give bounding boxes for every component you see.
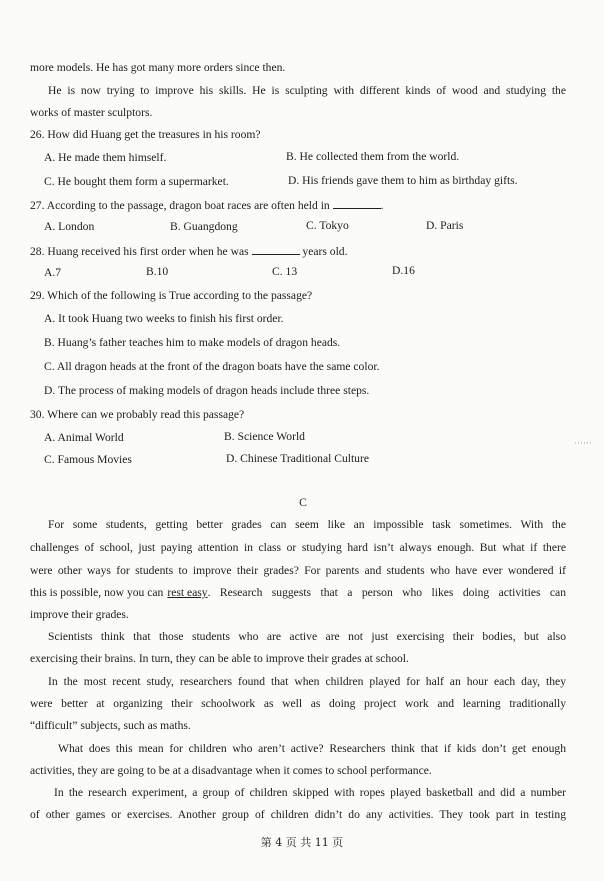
section-heading: C (299, 496, 307, 509)
question-stem: 29. Which of the following is True according to the passage? (30, 289, 313, 302)
answer-blank (252, 243, 300, 255)
paragraph-line: of other games or exercises. Another group of children didn’t do any activities. They took part in testing (30, 808, 566, 821)
option-text: A. Animal World (44, 431, 124, 444)
option-text: B. He collected them from the world. (286, 150, 460, 163)
paragraph-line: “difficult” subjects, such as maths. (30, 719, 191, 732)
paragraph-line: In the research experiment, a group of children skipped with ropes played basketball and did a number (54, 786, 566, 799)
question-stem (30, 197, 384, 213)
passage-b-line: more models. He has got many more orders since then. (30, 61, 286, 74)
question-stem: 26. How did Huang get the treasures in his room? (30, 128, 261, 141)
option-text: A. London (44, 220, 95, 233)
question-stem-text: . (380, 199, 384, 212)
paragraph-text: this is possible, now you can (30, 586, 164, 599)
paragraph-text: . Research suggests that a person who likes doing activities can (207, 586, 566, 599)
question-stem-text: 28. Huang received his first order when he was (30, 245, 249, 258)
option-text: C. He bought them form a supermarket. (44, 175, 229, 188)
option-text: C. All dragon heads at the front of the dragon boats have the same color. (44, 360, 380, 373)
option-text: B.10 (146, 265, 169, 278)
paragraph-line: What does this mean for children who aren’t active? Researchers think that if kids don’t get enough (58, 742, 566, 755)
option-text: A.7 (44, 266, 62, 279)
option-text: B. Guangdong (170, 220, 238, 233)
question-stem (30, 243, 348, 259)
option-text: D. His friends gave them to him as birthday gifts. (288, 174, 518, 187)
answer-blank (333, 197, 381, 209)
paragraph-line: Scientists think that those students who are active are not just exercising their bodies, but also (48, 630, 566, 643)
question-stem: 30. Where can we probably read this passage? (30, 408, 245, 421)
option-text: C. 13 (272, 265, 298, 278)
paragraph-line: were better at organizing their schoolwork as well as doing project work and learning traditionally (30, 697, 566, 710)
paragraph-line (30, 586, 566, 600)
option-text: D.16 (392, 264, 415, 277)
page-number: 第 4 页 共 11 页 (260, 836, 344, 849)
paragraph-line: exercising their brains. In turn, they can be able to improve their grades at school. (30, 652, 409, 665)
paragraph-line: activities, they are going to be at a disadvantage when it comes to school performance. (30, 764, 432, 777)
question-stem-text: years old. (302, 245, 348, 258)
option-text: D. The process of making models of dragon heads include three steps. (44, 384, 370, 397)
option-text: A. He made them himself. (44, 151, 167, 164)
paragraph-line: challenges of school, just paying attention in class or studying hard isn’t always enough. But what if there (30, 541, 566, 554)
option-text: D. Chinese Traditional Culture (226, 452, 369, 465)
option-text: B. Science World (224, 430, 305, 443)
paragraph-line: For some students, getting better grades can seem like an impossible task sometimes. With the (48, 518, 566, 531)
paragraph-line: improve their grades. (30, 608, 129, 621)
passage-b-line: works of master sculptors. (30, 106, 153, 119)
option-text: C. Tokyo (306, 219, 349, 232)
option-text: B. Huang’s father teaches him to make models of dragon heads. (44, 336, 341, 349)
paragraph-line: were other ways for students to improve their grades? For parents and students who have ever wondered if (30, 564, 566, 577)
option-text: C. Famous Movies (44, 453, 132, 466)
underlined-phrase: rest easy (167, 586, 208, 599)
passage-b-line: He is now trying to improve his skills. He is sculpting with different kinds of wood and studying the (48, 84, 566, 97)
option-text: D. Paris (426, 219, 464, 232)
question-stem-text: 27. According to the passage, dragon boat races are often held in (30, 199, 330, 212)
scan-mark: ······ (574, 438, 592, 448)
option-text: A. It took Huang two weeks to finish his first order. (44, 312, 284, 325)
paragraph-line: In the most recent study, researchers found that when children played for half an hour each day, they (48, 675, 566, 688)
